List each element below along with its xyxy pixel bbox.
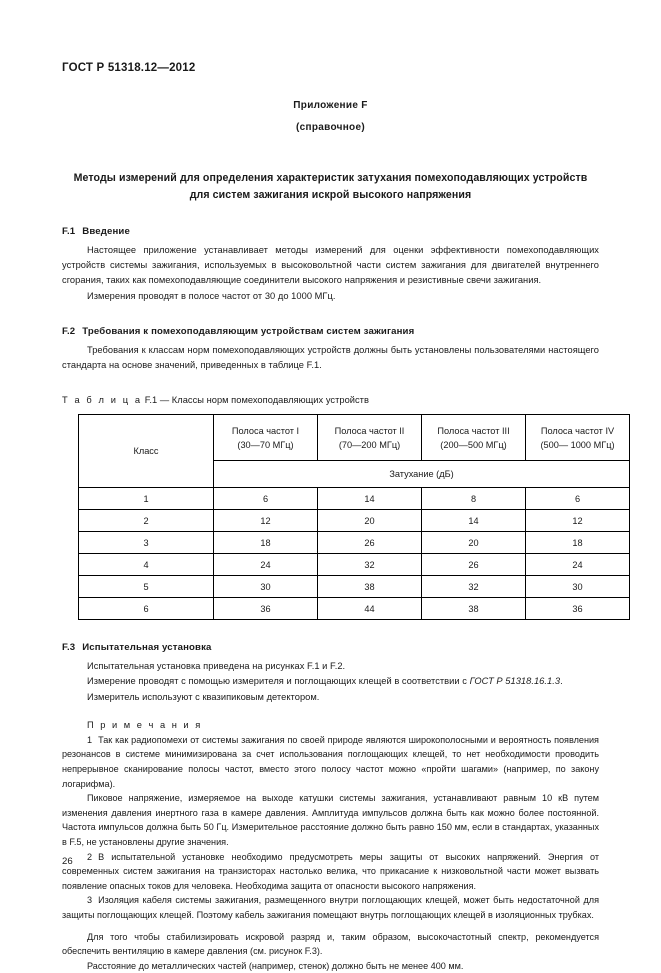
band-3-range: (200—500 МГц): [440, 439, 507, 450]
table-caption-label: Т а б л и ц а: [62, 395, 143, 406]
cell-band-3: 32: [422, 576, 526, 598]
cell-band-1: 24: [214, 554, 318, 576]
section-heading-f1: [62, 226, 599, 237]
table-row: [79, 488, 630, 510]
note-item: [62, 733, 599, 791]
closing-paragraph-2: Расстояние до металлических частей (например, стенок) должно быть не менее 400 мм.: [87, 960, 464, 971]
table-caption: [62, 395, 599, 405]
cell-band-3: 38: [422, 598, 526, 620]
cell-class: 1: [79, 488, 214, 510]
section-number-f2: F.2: [62, 325, 76, 337]
band-3-name: Полоса частот III: [437, 425, 510, 436]
cell-band-4: 36: [526, 598, 630, 620]
band-4-name: Полоса частот IV: [540, 425, 615, 436]
cell-band-2: 38: [318, 576, 422, 598]
section-title-f1: Введение: [82, 226, 130, 237]
cell-band-1: 36: [214, 598, 318, 620]
note-item: [62, 791, 599, 849]
cell-band-1: 18: [214, 532, 318, 554]
section-f1-paragraph-2: Измерения проводят в полосе частот от 30 до 1000 МГц.: [87, 290, 336, 301]
note-item: [62, 850, 599, 894]
section-heading-f3: [62, 642, 599, 653]
section-f3-paragraph-3: Измеритель используют с квазипиковым детектором.: [87, 691, 320, 702]
page-number: 26: [62, 856, 73, 867]
section-f1-paragraph-1: Настоящее приложение устанавливает методы измерений для оценки эффективности помехоподавляющих устройств системы зажигания, используемых в высоковольтной части систем зажигания для двигателей внутреннего сгорания, таких как помехоподавляющие соединители высокого напряжения и резистивные свечи зажигания.: [62, 245, 599, 286]
cell-band-4: 6: [526, 488, 630, 510]
cell-band-3: 14: [422, 510, 526, 532]
note-number: 1: [87, 734, 93, 745]
note-number: 2: [87, 851, 93, 862]
table-caption-number: F.1: [144, 395, 158, 406]
note-text: Так как радиопомехи от системы зажигания по своей природе являются широкополосными и вероятность появления резонансов в системе минимизирована за счет использования поглощающих клещей, то нет необходимости проводить непрерывное сканирование полосы частот, вместо этого полосу частот можно «пройти шагами» (например, по закону логарифма).: [62, 734, 599, 789]
notes-heading: П р и м е ч а н и я: [87, 719, 203, 730]
table-row: [79, 554, 630, 576]
page-title-line-1: Методы измерений для определения характеристик затухания помехоподавляющих устройств: [73, 172, 588, 184]
cell-band-2: 44: [318, 598, 422, 620]
band-1-name: Полоса частот I: [231, 425, 300, 436]
table-header-band-4: [526, 415, 630, 461]
section-number-f1: F.1: [62, 226, 76, 237]
note-text: Изоляция кабеля системы зажигания, размещенного внутри поглощающих клещей, может быть недостаточной для защиты поглощающих клещей. Поэтому кабель зажигания помещают внутрь поглощающих клещей в изоляционных трубках.: [62, 895, 599, 920]
section-title-f3: Испытательная установка: [82, 642, 212, 654]
section-title-f2: Требования к помехоподавляющим устройствам систем зажигания: [82, 325, 415, 337]
cell-band-4: 12: [526, 510, 630, 532]
cell-band-2: 32: [318, 554, 422, 576]
standard-code-header: ГОСТ Р 51318.12—2012: [62, 62, 196, 74]
section-heading-f2: [62, 326, 599, 337]
cell-band-4: 18: [526, 532, 630, 554]
annex-title: Приложение F: [293, 100, 368, 111]
note-item: [62, 893, 599, 922]
table-row: [79, 532, 630, 554]
norms-table: [78, 414, 630, 620]
band-4-range: (500— 1000 МГц): [540, 439, 615, 450]
page-title: [62, 170, 599, 204]
note-text: Пиковое напряжение, измеряемое на выходе катушки системы зажигания, устанавливают равным 10 кВ путем изменения давления инертного газа в камере давления. Амплитуда импульсов должна быть как можно более постоянной. Частота импульсов должна быть 50 Гц. Измерительное расстояние должно быть равно 150 мм, если в стандартах, указанных в F.5, не установлены другие значения.: [62, 793, 599, 847]
cell-band-1: 30: [214, 576, 318, 598]
closing-paragraph-1: Для того чтобы стабилизировать искровой разряд и, таким образом, высокочастотный спектр, рекомендуется обеспечить вентиляцию в камере давления (см. рисунок F.3).: [62, 931, 599, 957]
annex-kind: (справочное): [296, 122, 365, 133]
annex-header: [62, 100, 599, 133]
band-2-name: Полоса частот II: [334, 425, 405, 436]
cell-class: 3: [79, 532, 214, 554]
cell-band-3: 26: [422, 554, 526, 576]
f3-para2-after: .: [560, 676, 563, 687]
table-row: [79, 576, 630, 598]
cell-band-2: 20: [318, 510, 422, 532]
page-content: [62, 0, 615, 973]
table-header-band-3: [422, 415, 526, 461]
section-f3-paragraph-1: Испытательная установка приведена на рисунках F.1 и F.2.: [87, 661, 346, 672]
band-2-range: (70—200 МГц): [338, 439, 401, 450]
band-1-range: (30—70 МГц): [237, 439, 294, 450]
cell-band-4: 24: [526, 554, 630, 576]
cell-band-4: 30: [526, 576, 630, 598]
cell-band-2: 26: [318, 532, 422, 554]
note-text: В испытательной установке необходимо предусмотреть меры защиты от высоких напряжений. Энергия от современных систем зажигания на транзисторах настолько велика, что прикасание к низковольтной части может вызвать появление опасных токов для человека. Необходима защита от опасности высокого напряжения.: [62, 851, 599, 891]
table-header-class: Класс: [79, 415, 214, 488]
section-f3-paragraph-2: [62, 674, 599, 689]
cell-class: 4: [79, 554, 214, 576]
cell-class: 6: [79, 598, 214, 620]
table-header-band-1: [214, 415, 318, 461]
table-caption-text: Классы норм помехоподавляющих устройств: [171, 395, 369, 406]
f3-para2-before: Измерение проводят с помощью измерителя и поглощающих клещей в соответствии с: [87, 676, 470, 687]
table-header-row-bands: [79, 415, 630, 461]
table-header-band-2: [318, 415, 422, 461]
table-row: [79, 598, 630, 620]
cell-band-3: 8: [422, 488, 526, 510]
section-f2-paragraph-1: Требования к классам норм помехоподавляющих устройств должны быть установлены пользователями настоящего стандарта на основе значений, приведенных в таблице F.1.: [62, 344, 599, 371]
cell-band-1: 6: [214, 488, 318, 510]
cell-class: 2: [79, 510, 214, 532]
cell-band-2: 14: [318, 488, 422, 510]
table-row: [79, 510, 630, 532]
cell-band-1: 12: [214, 510, 318, 532]
page-title-line-2: для систем зажигания искрой высокого напряжения: [189, 189, 472, 201]
table-caption-dash: —: [159, 395, 170, 406]
note-number: 3: [87, 895, 93, 906]
cell-band-3: 20: [422, 532, 526, 554]
cell-class: 5: [79, 576, 214, 598]
table-header-attenuation: Затухание (дБ): [214, 461, 630, 488]
section-number-f3: F.3: [62, 642, 76, 654]
standard-reference: ГОСТ Р 51318.16.1.3: [469, 676, 561, 687]
